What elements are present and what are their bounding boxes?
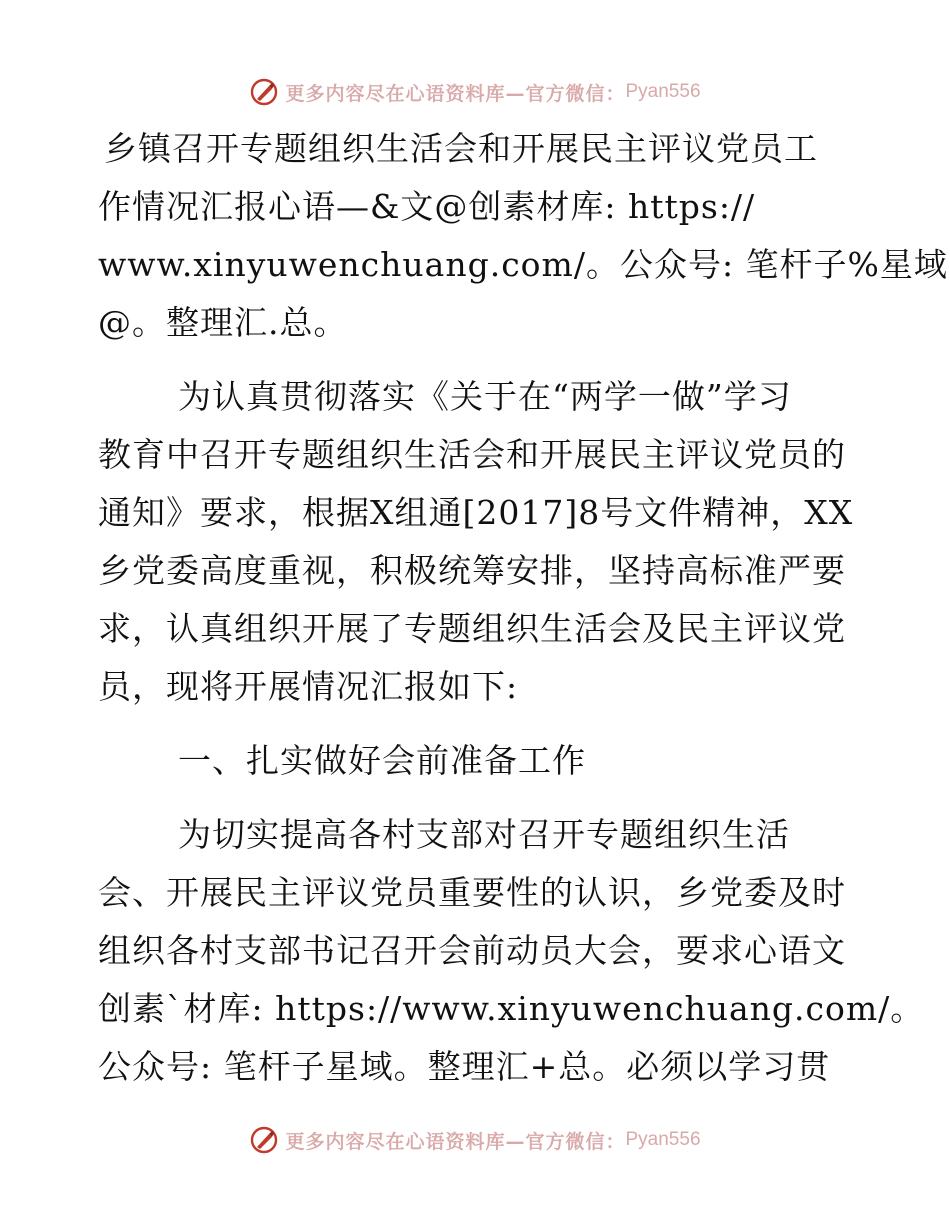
paragraph-line: 为切实提高各村支部对召开专题组织生活 <box>178 815 790 854</box>
section-heading: 一、扎实做好会前准备工作 <box>178 741 586 780</box>
paragraph-line: 组织各村支部书记召开会前动员大会，要求心语文 <box>98 931 846 970</box>
paragraph-line: 求，认真组织开展了专题组织生活会及民主评议党 <box>98 609 846 648</box>
paragraph-line: 教育中召开专题组织生活会和开展民主评议党员的 <box>98 435 846 474</box>
document-body <box>98 120 948 1096</box>
footer-watermark-banner <box>0 1120 950 1160</box>
header-watermark-banner <box>0 72 950 112</box>
title-line: www.xinyuwenchuang.com/。公众号: 笔杆子%星域 <box>98 245 948 284</box>
pen-logo-icon <box>249 77 279 107</box>
pen-logo-icon <box>249 1125 279 1155</box>
paragraph-line: 创素`材库: https://www.xinyuwenchuang.com/。 <box>98 989 925 1028</box>
paragraph-line: 乡党委高度重视，积极统筹安排，坚持高标准严要 <box>98 551 846 590</box>
paragraph-line: 为认真贯彻落实《关于在“两学一做”学习 <box>178 377 792 416</box>
banner-wechat-id: Pyan556 <box>625 1129 701 1150</box>
paragraph-line: 公众号: 笔杆子星域。整理汇+总。必须以学习贯 <box>98 1047 831 1086</box>
title-line: @。整理汇.总。 <box>98 303 348 342</box>
banner-wechat-id: Pyan556 <box>625 81 701 102</box>
title-line: 乡镇召开专题组织生活会和开展民主评议党员工 <box>104 129 818 168</box>
paragraph-line: 通知》要求，根据X组通[2017]8号文件精神，XX <box>98 493 854 532</box>
paragraph-line: 会、开展民主评议党员重要性的认识，乡党委及时 <box>98 873 846 912</box>
paragraph-line: 员，现将开展情况汇报如下: <box>98 667 519 706</box>
banner-text: 更多内容尽在心语资料库—官方微信： <box>285 1130 626 1153</box>
banner-text: 更多内容尽在心语资料库—官方微信： <box>285 82 626 105</box>
title-line: 作情况汇报心语—&文@创素材库: https:// <box>98 187 756 226</box>
